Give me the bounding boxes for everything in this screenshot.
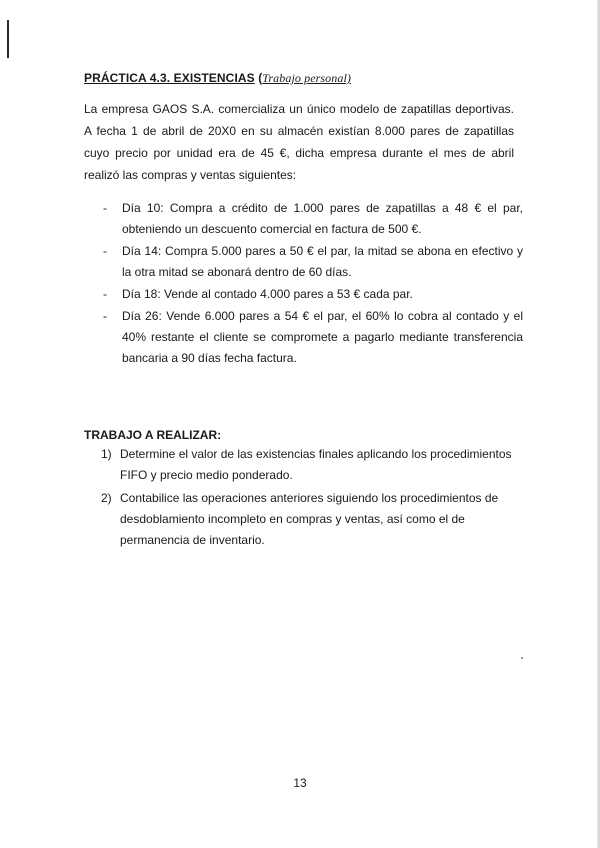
task-item [101, 444, 521, 486]
intro-paragraph: La empresa GAOS S.A. comercializa un único modelo de zapatillas deportivas. A fecha 1 de abril de 20X0 en su almacén existían 8.000 pares de zapatillas cuyo precio por unidad era de 45 €, dicha empresa durante el mes de abril realizó las compras y ventas siguientes: [84, 102, 514, 182]
operation-item [103, 306, 523, 369]
practice-title [84, 71, 351, 86]
page-number: 13 [293, 776, 307, 790]
task-number: 2) [101, 491, 112, 505]
practice-title-sub: Trabajo personal) [262, 71, 352, 85]
operation-text: Día 18: Vende al contado 4.000 pares a 53 € cada par. [122, 287, 413, 301]
task-text: Contabilice las operaciones anteriores siguiendo los procedimientos de desdoblamiento incompleto en compras y ventas, así como el de permanencia de inventario. [120, 491, 499, 547]
operation-item [103, 284, 523, 305]
operation-item [103, 198, 523, 240]
operation-item [103, 241, 523, 283]
dash-bullet: - [103, 201, 107, 215]
tasks-list [101, 444, 521, 553]
task-item [101, 488, 521, 551]
operations-list [103, 198, 523, 370]
dash-bullet: - [103, 244, 107, 258]
task-number: 1) [101, 447, 112, 461]
task-text: Determine el valor de las existencias finales aplicando los procedimientos FIFO y precio medio ponderado. [120, 447, 512, 482]
practice-title-main: PRÁCTICA 4.3. EXISTENCIAS [84, 71, 255, 85]
operation-text: Día 14: Compra 5.000 pares a 50 € el par, la mitad se abona en efectivo y la otra mitad se abonará dentro de 60 días. [122, 244, 523, 279]
practice-title-paren: ( [254, 71, 263, 85]
dash-bullet: - [103, 287, 107, 301]
operation-text: Día 26: Vende 6.000 pares a 54 € el par, el 60% lo cobra al contado y el 40% restante el cliente se compromete a pagarlo mediante transferencia bancaria a 90 días fecha factura. [122, 309, 523, 365]
margin-mark [7, 20, 9, 58]
tasks-heading: TRABAJO A REALIZAR: [84, 428, 222, 442]
scan-speck [521, 657, 523, 659]
dash-bullet: - [103, 309, 107, 323]
operation-text: Día 10: Compra a crédito de 1.000 pares de zapatillas a 48 € el par, obteniendo un descuento comercial en factura de 500 €. [122, 201, 523, 236]
